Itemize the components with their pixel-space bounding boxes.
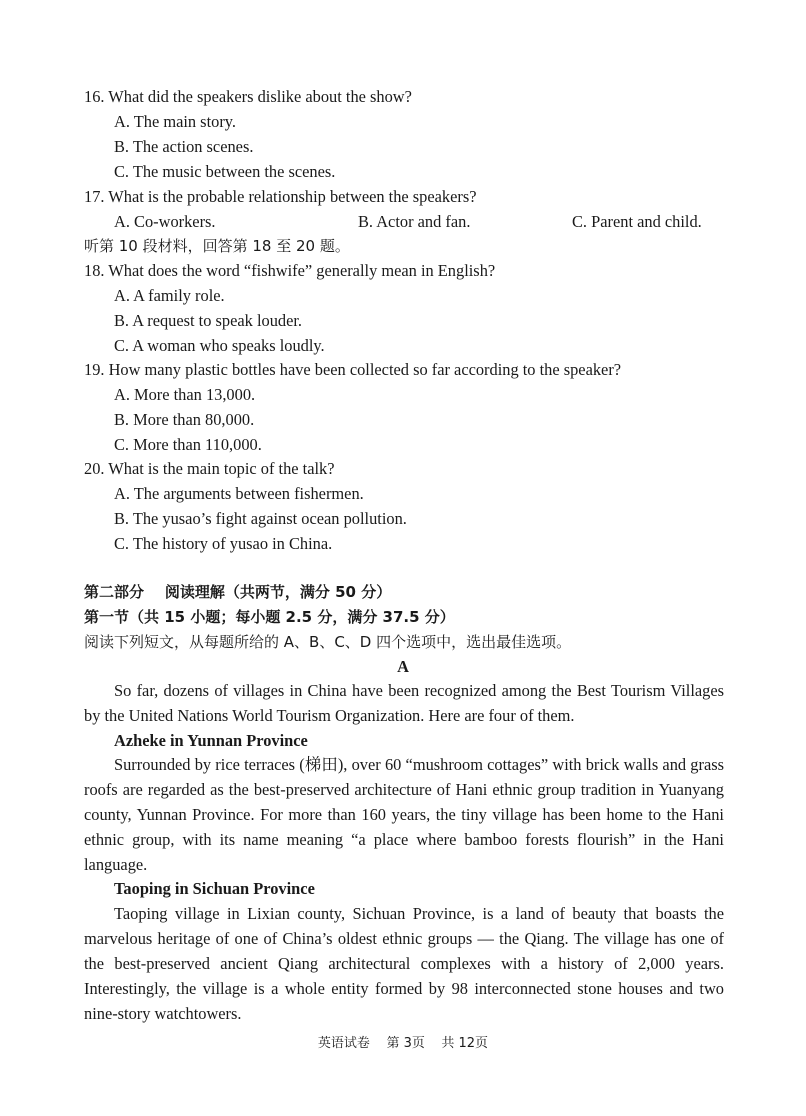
q18-option-a: A. A family role. bbox=[114, 286, 225, 305]
q16-option-a: A. The main story. bbox=[114, 112, 237, 131]
q19-option-b: B. More than 80,000. bbox=[114, 410, 255, 429]
page-footer: 英语试卷 第 3页 共 12页 bbox=[317, 1036, 489, 1051]
instruction-material-10: 听第 10 段材料，回答第 18 至 20 题。 bbox=[84, 237, 350, 255]
reading-instruction: 阅读下列短文，从每题所给的 A、B、C、D 四个选项中，选出最佳选项。 bbox=[84, 633, 572, 651]
taoping-heading: Taoping in Sichuan Province bbox=[114, 879, 315, 898]
question-19: 19. How many plastic bottles have been collected so far according to the speaker? bbox=[84, 360, 622, 379]
part-two-heading: 第二部分 阅读理解（共两节，满分 50 分） bbox=[84, 583, 392, 601]
q18-option-c: C. A woman who speaks loudly. bbox=[114, 336, 325, 355]
q19-option-a: A. More than 13,000. bbox=[114, 385, 256, 404]
azheke-paragraph: Surrounded by rice terraces (梯田), over 60 “mushroom cottages” with brick walls and grass roofs are regarded as the best-preserved architecture of Hani ethnic group tradition in Yuanyang county, Yunnan Province. For more than 160 years, the tiny village has been home to the Hani ethnic group, with its name meaning “a place where bamboo forests flourish” in the Hani language. bbox=[84, 755, 724, 874]
q18-option-b: B. A request to speak louder. bbox=[114, 311, 303, 330]
q17-option-a: A. Co-workers. bbox=[114, 212, 216, 231]
question-17: 17. What is the probable relationship between the speakers? bbox=[84, 187, 477, 206]
q17-option-c: C. Parent and child. bbox=[572, 212, 702, 231]
q20-option-b: B. The yusao’s fight against ocean pollution. bbox=[114, 509, 407, 528]
q19-option-c: C. More than 110,000. bbox=[114, 435, 262, 454]
q16-option-c: C. The music between the scenes. bbox=[114, 162, 336, 181]
q20-option-a: A. The arguments between fishermen. bbox=[114, 484, 364, 503]
question-20: 20. What is the main topic of the talk? bbox=[84, 459, 335, 478]
q16-option-b: B. The action scenes. bbox=[114, 137, 254, 156]
q17-option-b: B. Actor and fan. bbox=[358, 212, 471, 231]
azheke-heading: Azheke in Yunnan Province bbox=[114, 731, 308, 750]
taoping-paragraph: Taoping village in Lixian county, Sichuan Province, is a land of beauty that boasts the marvelous heritage of one of China’s oldest ethnic groups — the Qiang. The village has one of the best-preserved ancient Qiang architectural complexes with a history of 2,000 years. Interestingly, the village is a whole entity formed by 98 interconnected stone houses and two nine-story watchtowers. bbox=[84, 904, 724, 1023]
q20-option-c: C. The history of yusao in China. bbox=[114, 534, 333, 553]
passage-label: A bbox=[397, 657, 409, 676]
section-one-heading: 第一节（共 15 小题；每小题 2.5 分，满分 37.5 分） bbox=[84, 608, 455, 626]
question-18: 18. What does the word “fishwife” generally mean in English? bbox=[84, 261, 496, 280]
passage-intro: So far, dozens of villages in China have been recognized among the Best Tourism Villages by the United Nations World Tourism Organization. Here are four of them. bbox=[84, 681, 724, 725]
question-16: 16. What did the speakers dislike about the show? bbox=[84, 87, 412, 106]
